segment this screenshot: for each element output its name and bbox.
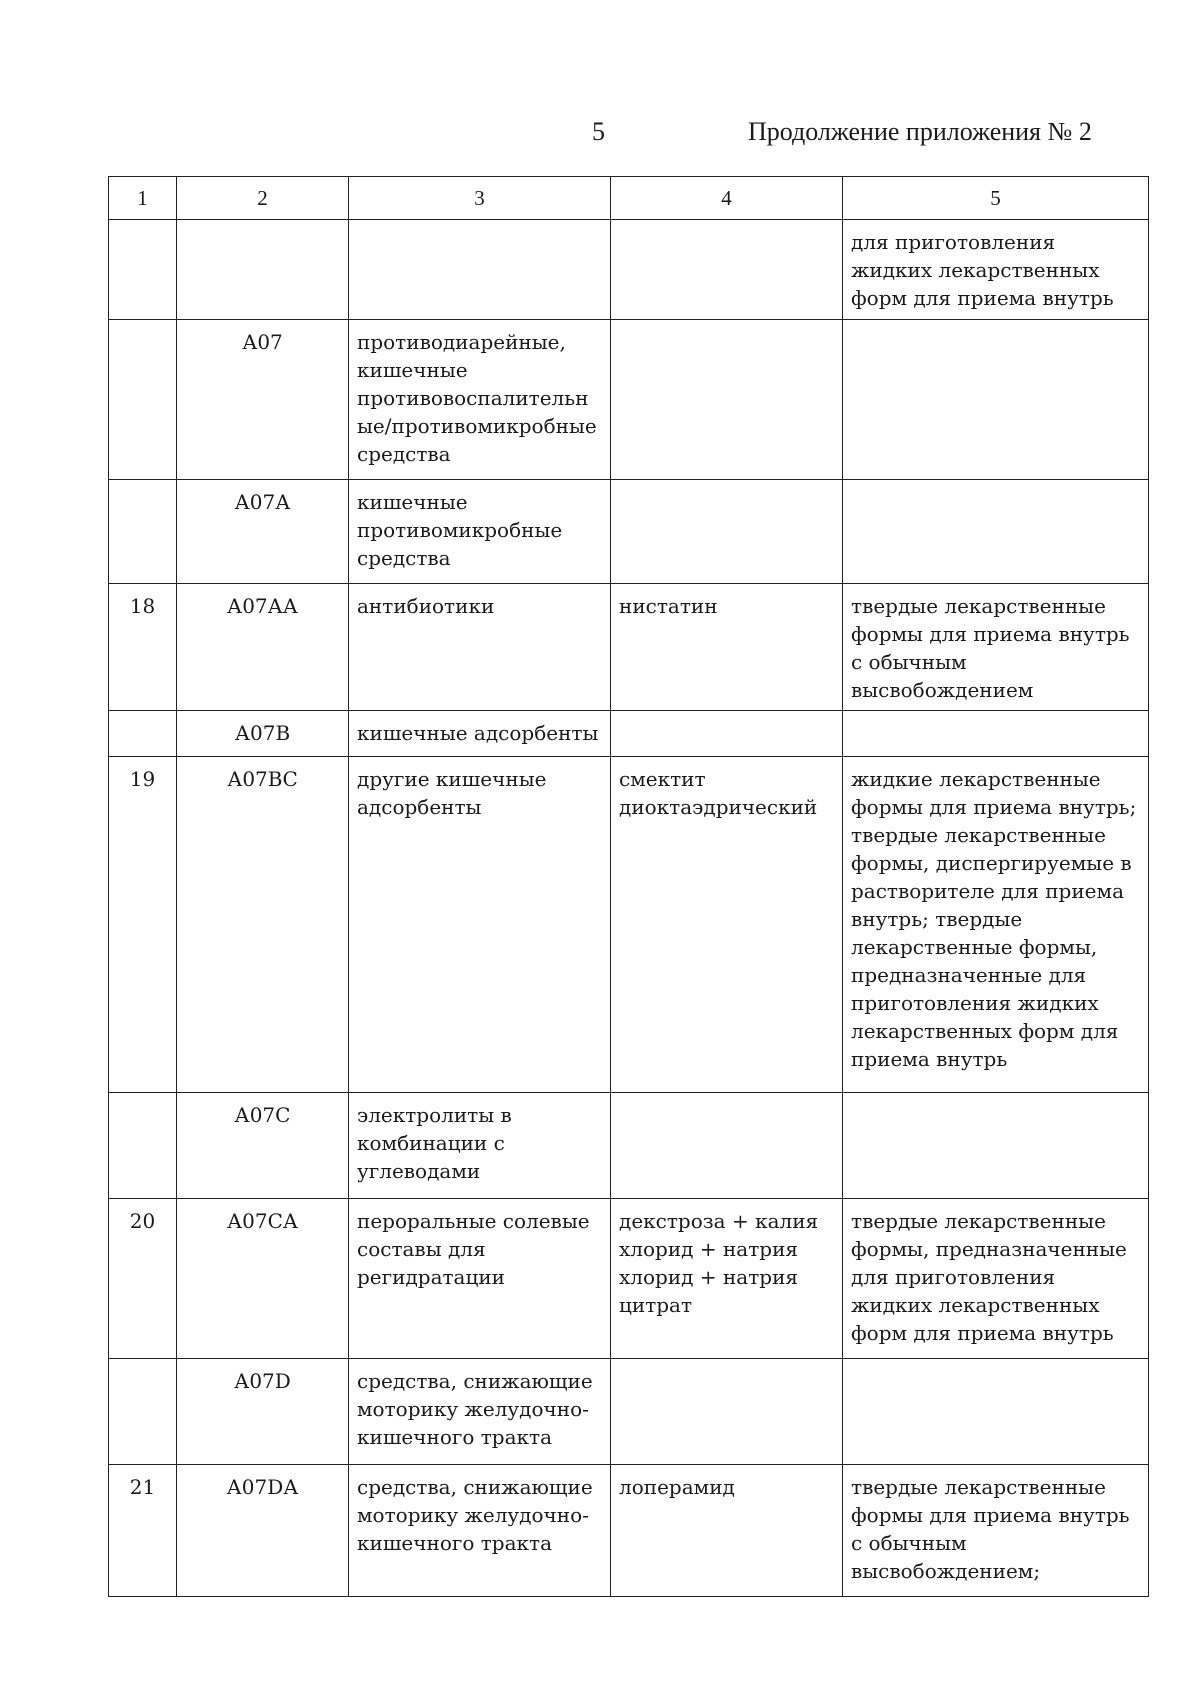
table-row bbox=[109, 1359, 1149, 1465]
atc-group: противодиарейные, кишечные противовоспалительные/противомикробные средства bbox=[349, 320, 611, 480]
atc-group: кишечные адсорбенты bbox=[349, 711, 611, 757]
dosage-form bbox=[843, 711, 1149, 757]
row-number: 19 bbox=[109, 757, 177, 1093]
atc-code: А07АА bbox=[177, 584, 349, 711]
drug-name bbox=[611, 1359, 843, 1465]
dosage-form: для приготовления жидких лекарственных форм для приема внутрь bbox=[843, 220, 1149, 320]
dosage-form: твердые лекарственные формы, предназначенные для приготовления жидких лекарственных форм для приема внутрь bbox=[843, 1199, 1149, 1359]
row-number: 18 bbox=[109, 584, 177, 711]
drug-name: смектит диоктаэдрический bbox=[611, 757, 843, 1093]
continuation-title: Продолжение приложения № 2 bbox=[748, 117, 1092, 146]
page-number: 5 bbox=[592, 117, 605, 146]
column-header-4: 4 bbox=[611, 177, 843, 220]
dosage-form: жидкие лекарственные формы для приема внутрь; твердые лекарственные формы, диспергируемые в растворителе для приема внутрь; твердые лекарственные формы, предназначенные для приготовления жидких лекарственных форм для приема внутрь bbox=[843, 757, 1149, 1093]
row-number bbox=[109, 320, 177, 480]
drug-name bbox=[611, 320, 843, 480]
atc-group: электролиты в комбинации с углеводами bbox=[349, 1093, 611, 1199]
row-number: 20 bbox=[109, 1199, 177, 1359]
table-row bbox=[109, 1465, 1149, 1597]
atc-group: антибиотики bbox=[349, 584, 611, 711]
column-header-1: 1 bbox=[109, 177, 177, 220]
drug-name bbox=[611, 711, 843, 757]
table-row bbox=[109, 584, 1149, 711]
atc-group: средства, снижающие моторику желудочно-кишечного тракта bbox=[349, 1359, 611, 1465]
table-row bbox=[109, 480, 1149, 584]
drug-name: декстроза + калия хлорид + натрия хлорид + натрия цитрат bbox=[611, 1199, 843, 1359]
dosage-form bbox=[843, 480, 1149, 584]
atc-code: А07 bbox=[177, 320, 349, 480]
atc-group: средства, снижающие моторику желудочно-кишечного тракта bbox=[349, 1465, 611, 1597]
row-number bbox=[109, 480, 177, 584]
atc-code: А07ВС bbox=[177, 757, 349, 1093]
atc-group: кишечные противомикробные средства bbox=[349, 480, 611, 584]
table-row bbox=[109, 711, 1149, 757]
drug-name: нистатин bbox=[611, 584, 843, 711]
atc-group bbox=[349, 220, 611, 320]
atc-code: А07А bbox=[177, 480, 349, 584]
drug-name: лоперамид bbox=[611, 1465, 843, 1597]
dosage-form: твердые лекарственные формы для приема внутрь с обычным высвобождением; bbox=[843, 1465, 1149, 1597]
drug-name bbox=[611, 220, 843, 320]
table-row bbox=[109, 220, 1149, 320]
dosage-form bbox=[843, 320, 1149, 480]
drug-annex-table bbox=[108, 176, 1149, 1597]
atc-code bbox=[177, 220, 349, 320]
table-row bbox=[109, 1199, 1149, 1359]
page-header bbox=[0, 112, 1200, 152]
dosage-form: твердые лекарственные формы для приема внутрь с обычным высвобождением bbox=[843, 584, 1149, 711]
dosage-form bbox=[843, 1093, 1149, 1199]
row-number bbox=[109, 1093, 177, 1199]
column-number-row bbox=[109, 177, 1149, 220]
drug-name bbox=[611, 1093, 843, 1199]
column-header-3: 3 bbox=[349, 177, 611, 220]
atc-code: А07СА bbox=[177, 1199, 349, 1359]
atc-group: пероральные солевые составы для регидратации bbox=[349, 1199, 611, 1359]
column-header-5: 5 bbox=[843, 177, 1149, 220]
table-row bbox=[109, 757, 1149, 1093]
table-row bbox=[109, 320, 1149, 480]
table-row bbox=[109, 1093, 1149, 1199]
column-header-2: 2 bbox=[177, 177, 349, 220]
atc-code: А07D bbox=[177, 1359, 349, 1465]
atc-code: А07С bbox=[177, 1093, 349, 1199]
row-number bbox=[109, 711, 177, 757]
atc-code: А07DА bbox=[177, 1465, 349, 1597]
row-number: 21 bbox=[109, 1465, 177, 1597]
atc-group: другие кишечные адсорбенты bbox=[349, 757, 611, 1093]
drug-name bbox=[611, 480, 843, 584]
row-number bbox=[109, 1359, 177, 1465]
atc-code: А07В bbox=[177, 711, 349, 757]
row-number bbox=[109, 220, 177, 320]
dosage-form bbox=[843, 1359, 1149, 1465]
